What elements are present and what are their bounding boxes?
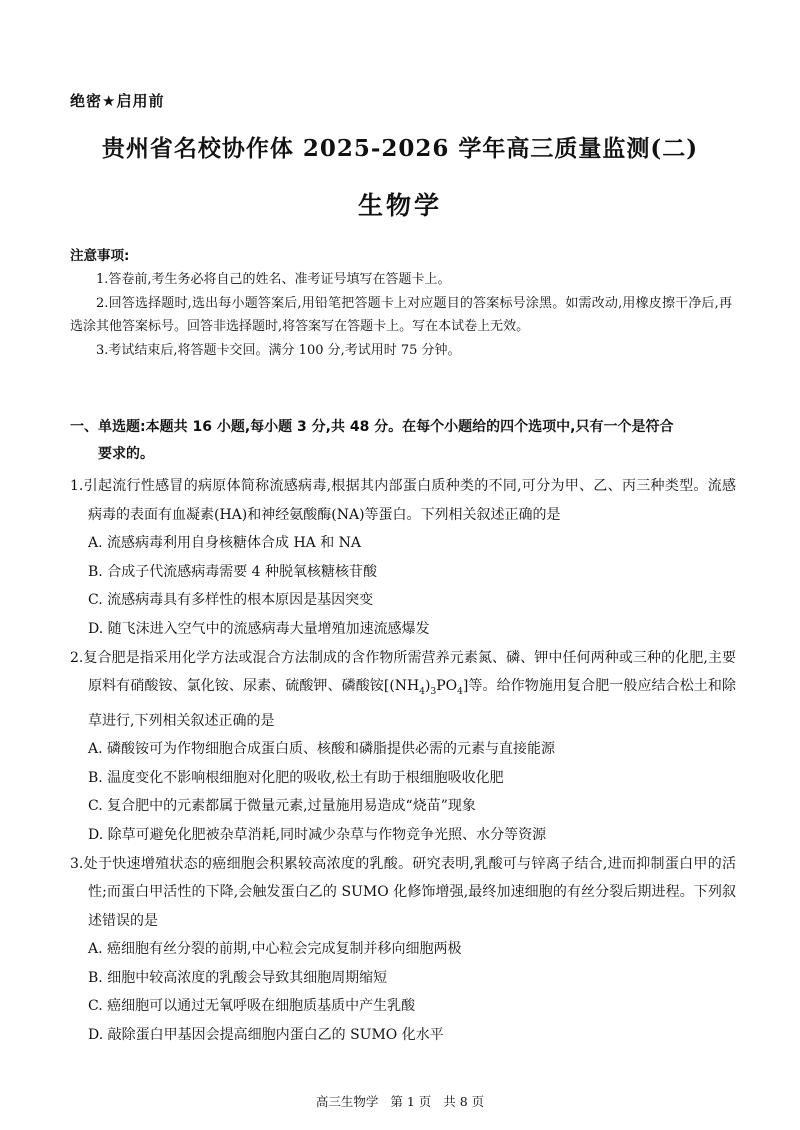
- section-heading-line1: 一、单选题:本题共 16 小题,每小题 3 分,共 48 分。在每个小题给的四个选项中,只有一个是符合: [70, 419, 674, 435]
- notice-heading: 注意事项:: [70, 248, 130, 264]
- question-stem: [70, 644, 736, 736]
- question-3: [70, 850, 736, 1050]
- stem-part: ): [425, 678, 431, 695]
- question-list: [70, 472, 736, 1050]
- stem-part: PO: [436, 678, 458, 695]
- notice-item: 2.回答选择题时,选出每小题答案后,用铅笔把答题卡上对应题目的答案标号涂黑。如需改动,用橡皮擦干净后,再选涂其他答案标号。回答非选择题时,将答案写在答题卡上。写在本试卷上无效。: [70, 295, 732, 334]
- notice-item: 3.考试结束后,将答题卡交回。满分 100 分,考试用时 75 分钟。: [96, 342, 461, 358]
- exam-title: 贵州省名校协作体 2025-2026 学年高三质量监测(二): [101, 135, 699, 162]
- subject-title: 生物学: [357, 191, 442, 220]
- question-stem: 3.处于快速增殖状态的癌细胞会积累较高浓度的乳酸。研究表明,乳酸可与锌离子结合,进而抑制蛋白甲的活性;而蛋白甲活性的下降,会触发蛋白乙的 SUMO 化修饰增强,最终加速细胞的有丝分裂后期进程。下列叙述错误的是: [70, 855, 736, 929]
- notice-item: 1.答卷前,考生务必将自己的姓名、准考证号填写在答题卡上。: [96, 272, 451, 287]
- subscript: 4: [419, 686, 425, 697]
- option-a: A. 流感病毒利用自身核糖体合成 HA 和 NA: [88, 535, 362, 552]
- option-b: B. 温度变化不影响根细胞对化肥的吸收,松土有助于根细胞吸收化肥: [88, 769, 504, 786]
- question-1: [70, 472, 736, 644]
- question-2: [70, 644, 736, 850]
- option-c: C. 癌细胞可以通过无氧呼吸在细胞质基质中产生乳酸: [88, 998, 416, 1015]
- footer-course: 高三生物学: [315, 1094, 379, 1109]
- subscript: 3: [430, 686, 437, 697]
- option-d: D. 随飞沫进入空气中的流感病毒大量增殖加速流感爆发: [88, 620, 430, 637]
- section-heading-line2: 要求的。: [98, 446, 154, 462]
- footer-page-number: 第 1 页: [390, 1094, 432, 1109]
- option-a: A. 磷酸铵可为作物细胞合成蛋白质、核酸和磷脂提供必需的元素与直接能源: [88, 741, 556, 758]
- option-c: C. 复合肥中的元素都属于微量元素,过量施用易造成“烧苗”现象: [88, 798, 476, 815]
- page-footer: [0, 1092, 800, 1110]
- option-d: D. 除草可避免化肥被杂草消耗,同时减少杂草与作物竞争光照、水分等资源: [88, 826, 547, 843]
- confidential-mark: 绝密★启用前: [70, 92, 165, 110]
- option-b: B. 细胞中较高浓度的乳酸会导致其细胞周期缩短: [88, 969, 388, 986]
- option-d: D. 敲除蛋白甲基因会提高细胞内蛋白乙的 SUMO 化水平: [88, 1027, 444, 1044]
- option-a: A. 癌细胞有丝分裂的前期,中心粒会完成复制并移向细胞两极: [88, 941, 462, 958]
- option-c: C. 流感病毒具有多样性的根本原因是基因突变: [88, 592, 374, 609]
- question-stem: 1.引起流行性感冒的病原体简称流感病毒,根据其内部蛋白质种类的不同,可分为甲、乙、丙三种类型。流感病毒的表面有血凝素(HA)和神经氨酸酶(NA)等蛋白。下列相关叙述正确的是: [70, 478, 736, 523]
- subscript: 4: [457, 686, 463, 697]
- section-heading: [70, 414, 732, 468]
- notice-list: [70, 268, 732, 362]
- stem-part: 2.复合肥是指采用化学方法或混合方法制成的含作物所需营养元素氮、磷、钾中任何两种或三种的化肥,主要原料有硝酸铵、氯化铵、尿素、硫酸钾、磷酸铵[(NH: [70, 649, 736, 695]
- stem-part: ]等。给作物施用复合肥一般应结合松土和除草进行,下列相关叙述正确的是: [88, 678, 736, 729]
- footer-total-pages: 共 8 页: [443, 1094, 485, 1109]
- option-b: B. 合成子代流感病毒需要 4 种脱氧核糖核苷酸: [88, 563, 377, 580]
